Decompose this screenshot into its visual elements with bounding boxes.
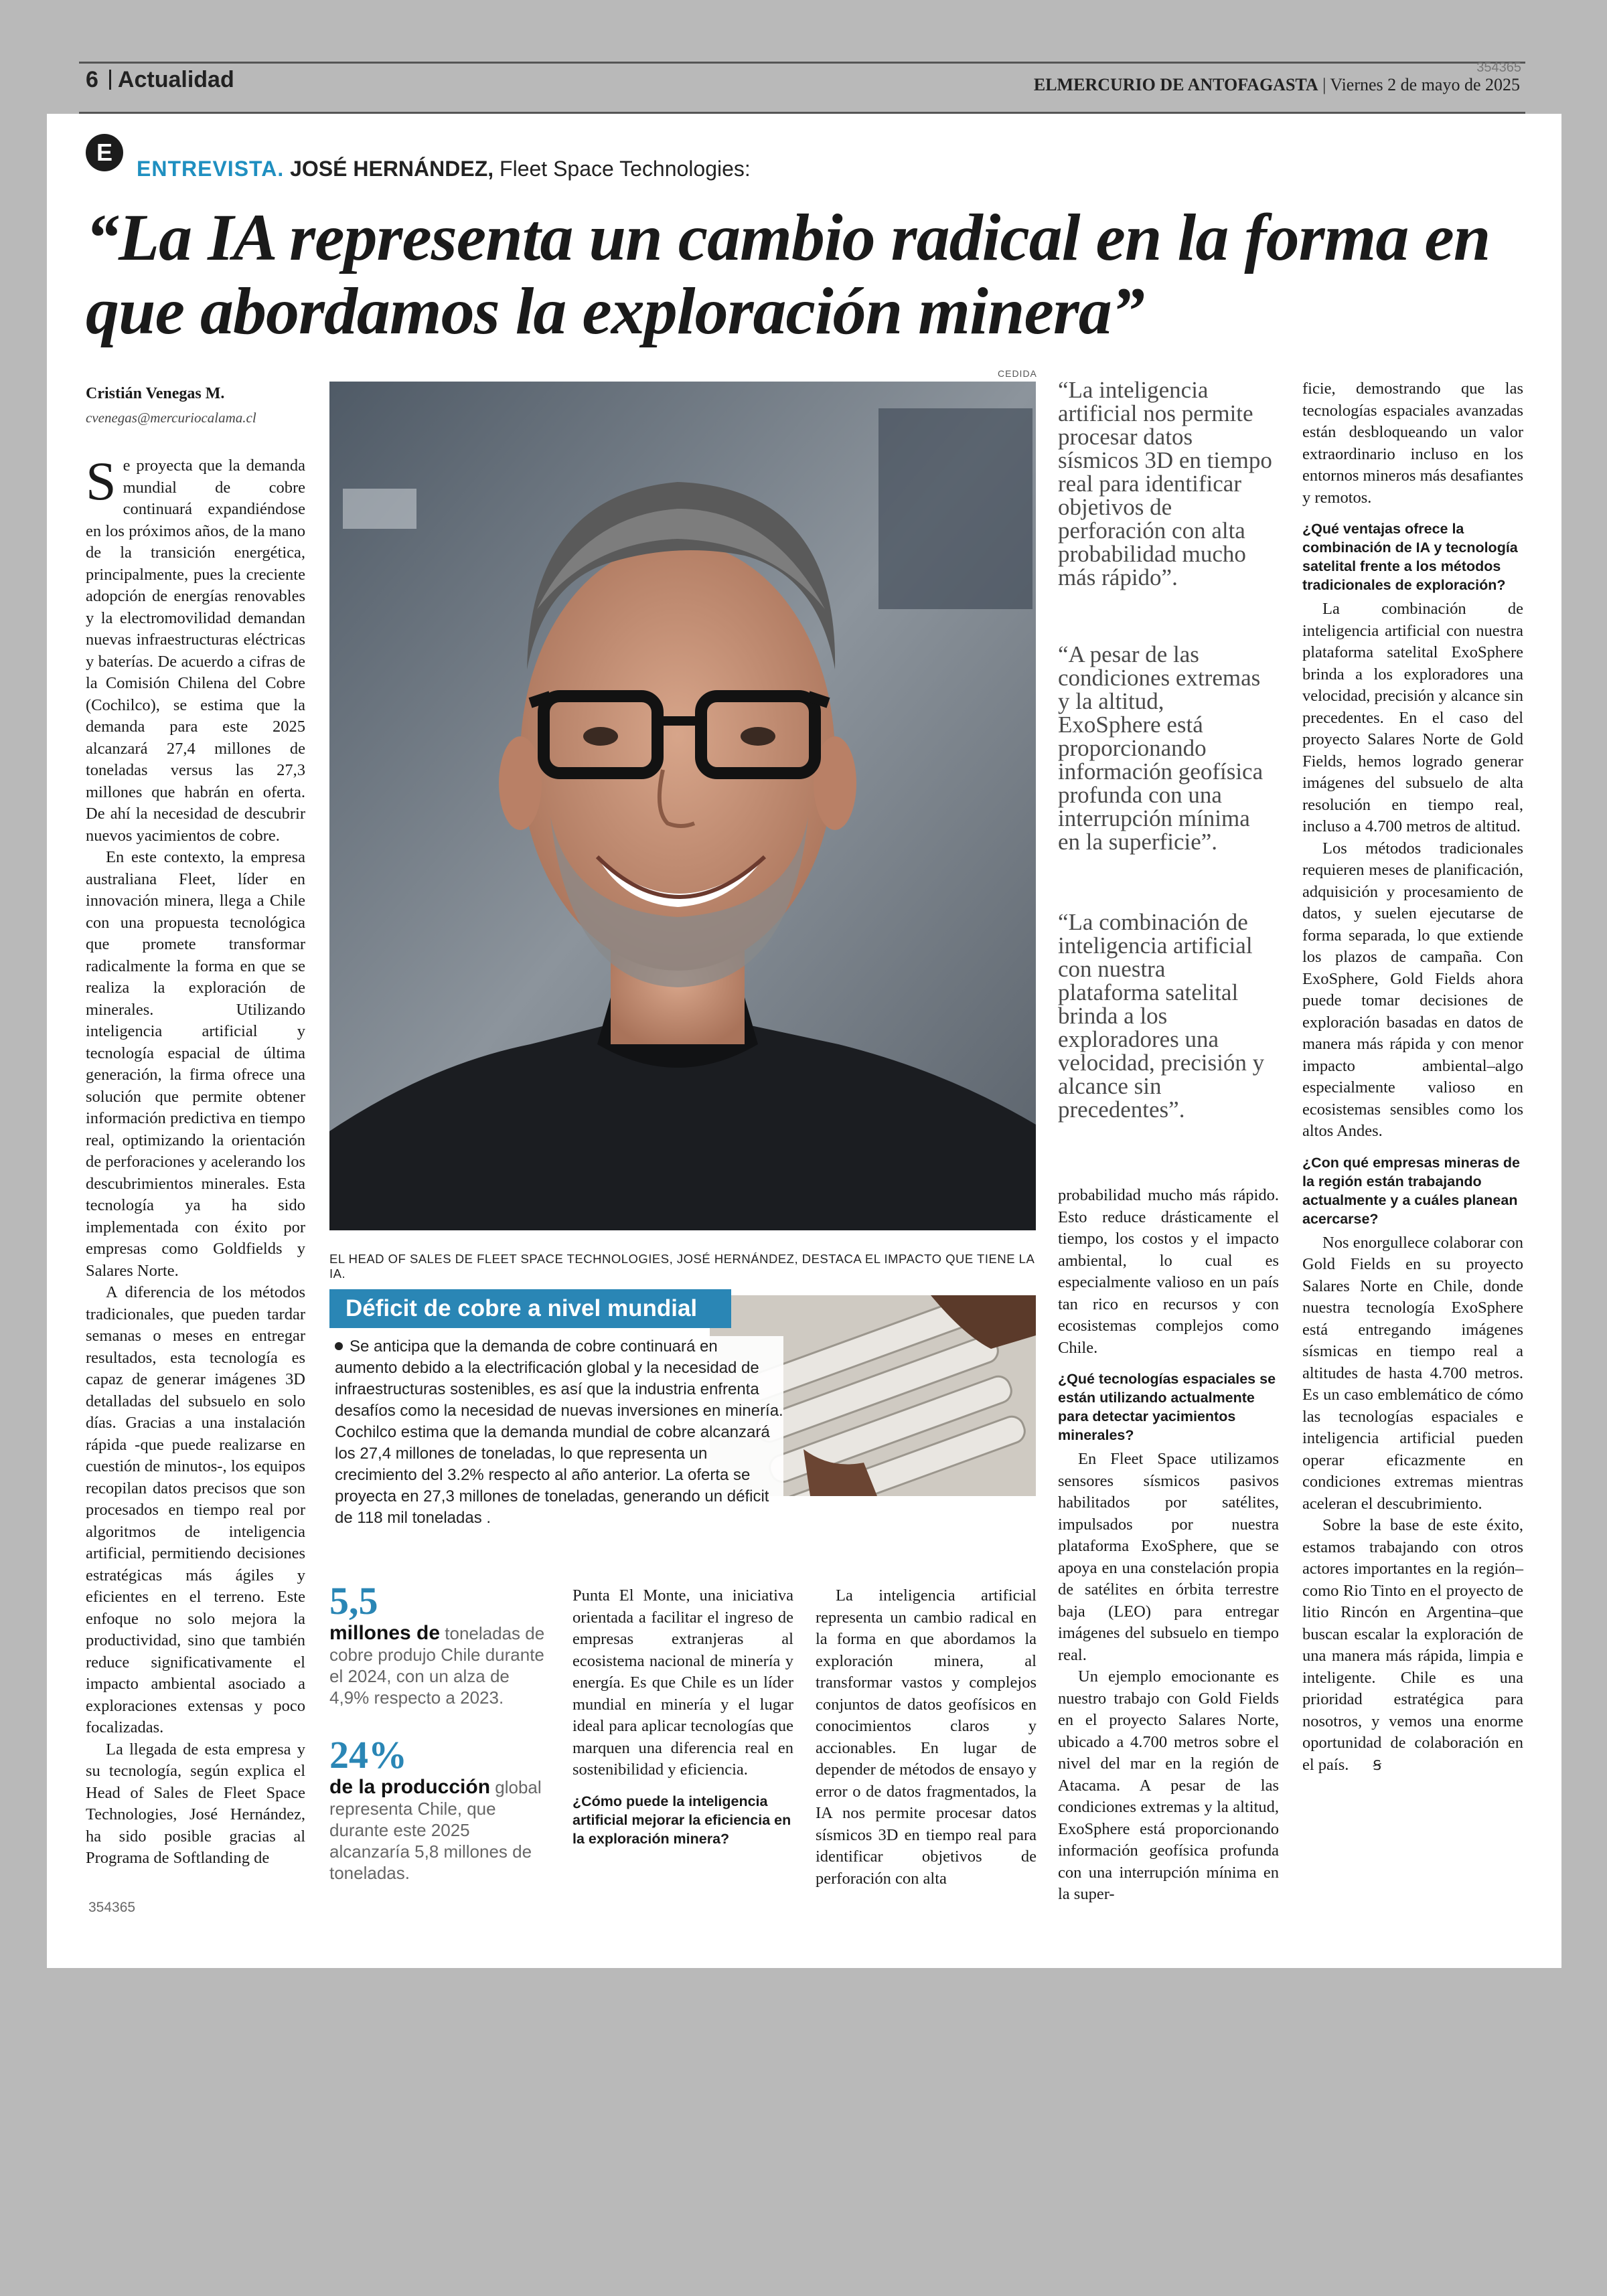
kicker xyxy=(137,157,751,181)
author-name: Cristián Venegas M. xyxy=(86,385,225,402)
stat-number: 5,5 xyxy=(329,1579,378,1623)
stat-bold: de la producción xyxy=(329,1776,491,1798)
paragraph: En Fleet Space utilizamos sensores sísmicos pasivos habilitados por satélites, impulsados por nuestra plataforma ExoSphere, que se apoya en una constelación propia de satélites en órbita terrestre baja (LEO) para entregar imágenes del subsuelo en tiempo real. xyxy=(1058,1450,1279,1664)
pull-quote-1: “La inteligencia artificial nos permite procesar datos sísmicos 3D en tiempo real para identificar objetivos de perforación con alta probabilidad mucho más rápido”. xyxy=(1058,377,1272,590)
headline: “La IA representa un cambio radical en la forma en que abordamos la exploración minera” xyxy=(86,200,1490,348)
publication-info: ELMERCURIO DE ANTOFAGASTA | Viernes 2 de mayo de 2025 xyxy=(1033,75,1520,94)
article-column-5 xyxy=(1058,1185,1279,1906)
article-column-3 xyxy=(572,1585,793,1852)
question: ¿Qué tecnologías espaciales se están utilizando actualmente para detectar yacimientos minerales? xyxy=(1058,1371,1276,1443)
paragraph: probabilidad mucho más rápido. Esto reduce drásticamente el tiempo, los costos y el impacto ambiental, lo cual es especialmente valioso en un país tan rico en recursos y con ecosistemas complejos como Chile. xyxy=(1058,1186,1279,1357)
section-label xyxy=(86,67,234,93)
paragraph: Sobre la base de este éxito, estamos trabajando con otros actores importantes en la región–como Rio Tinto en el proyecto de litio Rincón en Argentina–que buscan escalar la exploración de una manera más rápida, limpia e inteligente. Chile es una prioridad estratégica para nosotros, y vemos una enorme oportunidad de colaboración en el país. Ꞩ xyxy=(1302,1515,1523,1777)
portrait-illustration xyxy=(329,382,1036,1230)
kicker-company: Fleet Space Technologies: xyxy=(500,157,751,181)
paragraph: Un ejemplo emocionante es nuestro trabajo con Gold Fields en el proyecto Salares Norte, ubicado a 4.700 metros sobre el nivel del mar en la región de Atacama. A pesar de las condiciones extremas y la altitud, ExoSphere está proporcionando información geofísica profunda con una interrupción mínima en la super- xyxy=(1058,1667,1279,1903)
interview-badge: E xyxy=(86,134,123,171)
drop-cap: S xyxy=(86,450,117,511)
paragraph: La inteligencia artificial representa un cambio radical en la forma en que abordamos la exploración minera, al transformar vastos y complejos conjuntos de datos geofísicos en conocimientos claros y accionables. En lugar de depender de métodos de ensayo y error o de datos fragmentados, la IA nos permite procesar datos sísmicos 3D en tiempo real para identificar objetivos de perforación con alta xyxy=(816,1586,1037,1888)
paragraph: ficie, demostrando que las tecnologías espaciales avanzadas están desbloqueando un valor extraordinario incluso en los entornos mineros más desafiantes y remotos. xyxy=(1302,380,1523,507)
stat-2 xyxy=(329,1734,550,1884)
kicker-person: JOSÉ HERNÁNDEZ, xyxy=(290,157,494,181)
bullet-icon xyxy=(335,1342,343,1350)
footer-code: 354365 xyxy=(88,1900,136,1915)
author-email: cvenegas@mercuriocalama.cl xyxy=(86,410,256,426)
separator xyxy=(109,70,111,90)
question: ¿Cómo puede la inteligencia artificial mejorar la eficiencia en la exploración minera? xyxy=(572,1793,791,1847)
paragraph: La combinación de inteligencia artificial con nuestra plataforma satelital ExoSphere brinda a los exploradores una velocidad, precisión y alcance sin precedentes. En el caso del proyecto Salares Norte de Gold Fields, hemos logrado generar imágenes del subsuelo de alta resolución en tiempo real, incluso a 4.700 metros de altitud. xyxy=(1302,600,1523,835)
stat-text: millones de toneladas de cobre produjo Chile durante el 2024, con un alza de 4,9% respecto a 2023. xyxy=(329,1622,545,1708)
article-column-4 xyxy=(816,1585,1037,1890)
stat-bold: millones de xyxy=(329,1622,441,1644)
stat-text: de la producción global representa Chile, que durante este 2025 alcanzaría 5,8 millones de toneladas. xyxy=(329,1776,542,1883)
pull-quote-3: “La combinación de inteligencia artificial con nuestra plataforma satelital brinda a los exploradores una velocidad, precisión y alcance sin precedentes”. xyxy=(1058,909,1265,1123)
paragraph: Punta El Monte, una iniciativa orientada a facilitar el ingreso de empresas extranjeras al ecosistema nacional de minería y energía. Es que Chile es un líder mundial en minería y el lugar ideal para aplicar tecnologías que marquen una diferencia real en sostenibilidad y eficiencia. xyxy=(572,1586,793,1779)
paragraph: Nos enorgullece colaborar con Gold Fields en su proyecto Salares Norte en Chile, donde nuestra tecnología ExoSphere está entregando imágenes sísmicas en tiempo real a altitudes de hasta 4.700 metros. Es un caso emblemático de cómo las tecnologías espaciales e inteligencia artificial pueden operar eficazmente en condiciones extremas mientras aceleran el descubrimiento. xyxy=(1302,1233,1523,1513)
section-name: Actualidad xyxy=(117,67,234,92)
box-body xyxy=(335,1336,783,1529)
photo-caption: EL HEAD OF SALES DE FLEET SPACE TECHNOLOGIES, JOSÉ HERNÁNDEZ, DESTACA EL IMPACTO QUE TIENE LA IA. xyxy=(329,1252,1035,1281)
publication-name: ELMERCURIO DE ANTOFAGASTA xyxy=(1033,75,1318,94)
paragraph: A diferencia de los métodos tradicionales, que pueden tardar semanas o meses en entregar resultados, esta tecnología es capaz de generar imágenes 3D detalladas del subsuelo en solo días. Gracias a una instalación rápida -que puede realizarse en cuestión de minutos-, los equipos recopilan datos precisos que son procesados en tiempo real por algoritmos de inteligencia artificial, permitiendo decisiones estratégicas más ágiles y eficientes en el terreno. Este enfoque no solo mejora la productividad, sino que también reduce significativamente el impacto ambiental asociado a exploraciones extensas y poco focalizadas. xyxy=(86,1283,305,1736)
paragraph: Los métodos tradicionales requieren meses de planificación, adquisición y procesamiento de datos, y suelen ejecutarse de forma separada, lo que extiende los plazos de campaña. Con ExoSphere, Gold Fields ahora puede tomar decisiones de exploración basadas en datos de manera más rápida y con menor impacto ambiental–algo especialmente valioso en ecosistemas sensibles como los altos Andes. xyxy=(1302,839,1523,1140)
question: ¿Con qué empresas mineras de la región están trabajando actualmente y a cuáles planean acercarse? xyxy=(1302,1154,1520,1227)
photo-credit: CEDIDA xyxy=(998,368,1037,379)
article-column-1 xyxy=(86,450,305,1870)
page-code: 354365 xyxy=(1476,60,1521,75)
stat-1 xyxy=(329,1580,550,1708)
stat-number: 24% xyxy=(329,1733,407,1777)
page-number: 6 xyxy=(86,67,98,92)
publication-date: Viernes 2 de mayo de 2025 xyxy=(1330,75,1520,94)
end-mark-icon: Ꞩ xyxy=(1373,1758,1382,1773)
paragraph: Se proyecta que la demanda mundial de cobre continuará expandiéndose en los próximos años, de la mano de la transición energética, principalmente, pues la creciente adopción de energías renovables y la electromovilidad demandan nuevas infraestructuras eléctricas y baterías. De acuerdo a cifras de la Comisión Chilena del Cobre (Cochilco), se estima que la demanda para este 2025 alcanzará 27,4 millones de toneladas versus las 27,3 millones que habrán en oferta. De ahí la necesidad de descubrir nuevos yacimientos de cobre. xyxy=(86,450,305,845)
pull-quote-2: “A pesar de las condiciones extremas y la altitud, ExoSphere está proporcionando información geofísica profunda con una interrupción mínima en la superficie”. xyxy=(1058,641,1264,855)
question: ¿Qué ventajas ofrece la combinación de IA y tecnología satelital frente a los métodos tradicionales de exploración? xyxy=(1302,521,1518,593)
box-title: Déficit de cobre a nivel mundial xyxy=(329,1289,731,1328)
portrait-photo xyxy=(329,382,1036,1230)
article-column-6 xyxy=(1302,378,1523,1777)
paragraph: En este contexto, la empresa australiana Fleet, líder en innovación minera, llega a Chile con una propuesta tecnológica que promete transformar radicalmente la forma en que se realiza la exploración de minerales. Utilizando inteligencia artificial y tecnología espacial de última generación, la firma ofrece una solución que permite obtener información predictiva en tiempo real, optimizando la orientación de perforaciones y acelerando los descubrimientos minerales. Esta tecnología ya ha sido implementada con éxito por empresas como Goldfields y Salares Norte. xyxy=(86,848,305,1280)
box-text: Se anticipa que la demanda de cobre continuará en aumento debido a la electrificación global y la necesidad de infraestructuras sostenibles, es así que la industria enfrenta desafíos como la necesidad de nuevas inversiones en minería. Cochilco estima que la demanda mundial de cobre alcanzará los 27,4 millones de toneladas, lo que representa un crecimiento del 3.2% respecto al año anterior. La oferta se proyecta en 27,3 millones de toneladas, generando un déficit de 118 mil toneladas . xyxy=(335,1337,783,1527)
kicker-label: ENTREVISTA. xyxy=(137,157,285,181)
paragraph: La llegada de esta empresa y su tecnología, según explica el Head of Sales de Fleet Space Technologies, José Hernández, ha sido posible gracias al Programa de Softlanding de xyxy=(86,1740,305,1867)
